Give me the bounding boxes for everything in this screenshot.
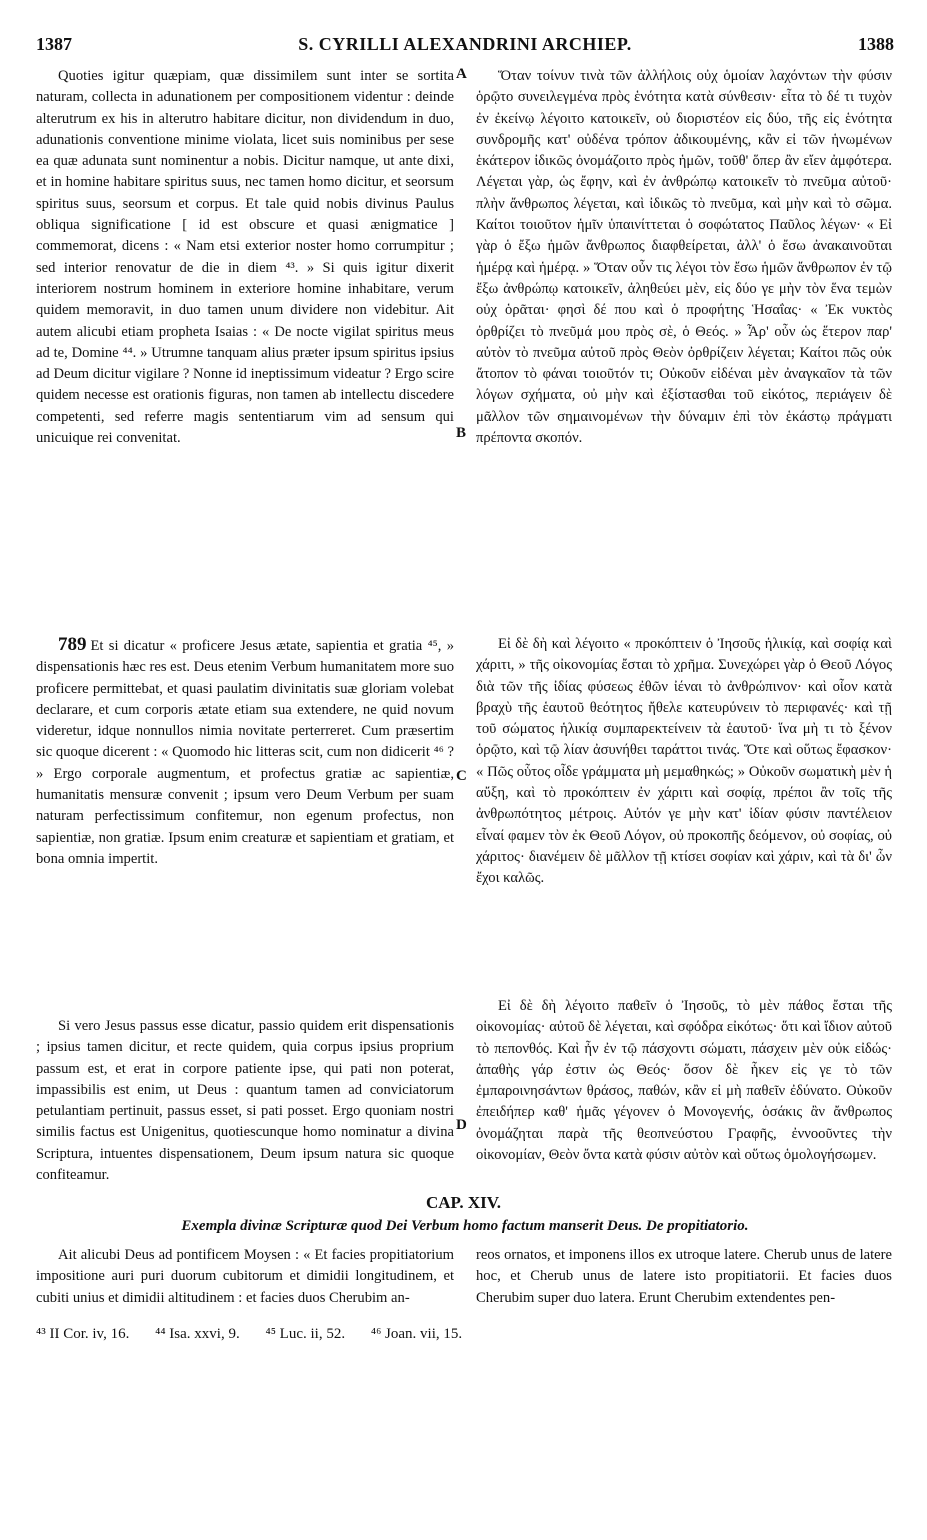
column-number: 789 [58, 634, 87, 655]
latin-paragraph [36, 634, 454, 870]
right-page-number: 1388 [858, 34, 894, 54]
chapter-text-left [36, 1245, 454, 1309]
footnotes [36, 1326, 894, 1343]
footnote: ⁴⁴ Isa. xxvi, 9. [155, 1326, 240, 1342]
greek-column-section-a [476, 66, 892, 449]
footnote: ⁴⁶ Joan. vii, 15. [370, 1326, 463, 1342]
side-mark-c: C [456, 768, 467, 784]
side-mark-d: D [456, 1117, 467, 1133]
latin-column-section-a [36, 66, 454, 449]
greek-paragraph: Ὅταν τοίνυν τινὰ τῶν ἀλλήλοις οὐχ ὁμοίαν λαχόντων τὴν φύσιν ὁρῷτο συνειλεγμένα πρὸς ἑνότητα κατὰ σύνθεσιν· εἶτα τὸ δέ τι τυχὸν ἐν ἐκείνῳ λέγοιτο κατοικεῖν, οὐ διοριστέον εἰς δύο, τῆς εἰς ἑνότητα συνδρομῆς κατ' οὐδένα τρόπον ἀδικουμένης, κἂν εἰ τῶν ἡνωμένων ἑκάτερον ἰδικῶς ὀνομάζοιτο πρὸς ἡμῶν, τοῦθ' ὅπερ ἂν εἴεν ἀμφότερα. Λέγεται γὰρ, ὡς ἔφην, καὶ ἐν ἀνθρώπῳ κατοικεῖν τὸ πνεῦμα αὐτοῦ· πλὴν ἄνθρωπος λέγεται, καὶ ἰδικῶς τὸ πνεῦμα, καὶ μὴν καὶ τὸ σῶμα. Καίτοι τοιοῦτον ἡμῖν ὑπαινίττεται ὁ σοφώτατος Παῦλος λέγων· « Εἰ γὰρ ὁ ἔξω ἡμῶν ἄνθρωπος διαφθείρεται, ἀλλ' ὁ ἔσω ἀνακαινοῦται ἡμέρᾳ καὶ ἡμέρᾳ. » Ὅταν οὖν τις λέγοι τὸν ἔσω ἡμῶν ἄνθρωπον ἐν τῷ ἔξω ἀνθρώπῳ κατοικεῖν, ἀληθεύει μὲν, εἰς δύο γε μὴν τὸν ἕνα τεμὼν οὐχ ὁρᾶται· φησὶ δέ που καὶ ὁ προφήτης Ἡσαΐας· « Ἐκ νυκτὸς ὀρθρίζει τὸ πνεῦμά μου πρὸς σὲ, ὁ Θεός. » Ἆρ' οὖν ὡς ἕτερον παρ' αὐτὸν τὸ πνεῦμα αὐτοῦ πρὸς Θεὸν ὀρθρίζειν λέγεται; Καίτοι πῶς οὐκ ἄτοπον τὸ φάναι τοιοῦτόν τι; Οὐκοῦν εἰδέναι μὲν ἀναγκαῖον τὰ τῶν λόγων σχήματα, οὐ μὴν καὶ ἐξίστασθαι τοῦ εἰκότος, περιάγειν δὲ μᾶλλον τῶν σημαινομένων τὴν δύναμιν ἐπὶ τὸν ἑκάστῳ πράγματι πρέποντα σκοπόν. [476, 68, 892, 447]
chapter-text-right [476, 1245, 892, 1309]
footnote: ⁴⁵ Luc. ii, 52. [265, 1326, 346, 1342]
greek-column-section-b [476, 634, 892, 890]
latin-paragraph: Ait alicubi Deus ad pontificem Moysen : « Et facies propitiatorium impositione auri puri duorum cubitorum et dimidii longitudinem, et cubiti unius et dimidii altitudinem : et facies duos Cherubim an- [36, 1247, 454, 1306]
side-mark-a: A [456, 66, 467, 82]
latin-paragraph: Quoties igitur quæpiam, quæ dissimilem sunt inter se sortita naturam, collecta in adunationem per compositionem videntur : deinde alterutrum ex his in alterutro habitare dicitur, non dividendum in duo, adunationis conventione minime violata, licet suis nominibus per sese ea quæ adunata sunt nominentur a nobis. Dicitur namque, ut ante dixi, et in homine habitare spiritus suus, nec tamen homo dicitur, et seorsum spiritus suus, seorsum et corpus. Et tale quid nobis divinus Paulus obliqua significatione [ id est obscure et quasi ænigmatice ] commemorat, dicens : « Nam etsi exterior noster homo corrumpitur ; sed interior renovatur de die in diem ⁴³. » Si quis igitur dixerit interiorem nostrum hominem in exteriore homine inhabitare, verum quidem memoravit, in duo tamen unum dividere non videbitur. Ait autem alicubi etiam propheta Isaias : « De nocte vigilat spiritus meus ad te, Domine ⁴⁴. » Utrumne tanquam alius præter ipsum spiritus ipsius ad Deum dicitur vigilare ? Nonne id ineptissimum videatur ? Ergo scire quidem necesse est orationis figuras, non tamen ab intellectu discedere competenti, sed referre magis sententiarum vim ad sensum qui unicuique rei convenitat. [36, 68, 454, 447]
latin-paragraph-text: Et si dicatur « proficere Jesus ætate, sapientia et gratia ⁴⁵, » dispensationis hæc res est. Deus etenim Verbum humanitatem more suo proficere permittebat, et quasi paulatim divinitatis suæ gloriam volebat declarare, et cum corporis ætate etiam sua extendere, ne quid novum videretur, idque nonnullos nimia novitate perterreret. Cum præsertim sic quoque dicerent : « Quomodo hic litteras scit, cum non didicerit ⁴⁶ ? » Ergo corporale augmentum, et profectus gratiæ ac sapientiæ, humanitatis mensuræ convenit ; ipsum vero Deum Verbum per suam naturam perfectissimum confitemur, non egenum profectus, non sapientiæ, non gratiæ. Ipsum enim creaturæ et sapientiam et gratiam, et bona omnia impertit. [36, 638, 455, 867]
latin-paragraph: reos ornatos, et imponens illos ex utroque latere. Cherub unus de latere hoc, et Cherub unus de latere isto propitiatorii. Et facies duos Cherubim super duo latera. Erunt Cherubim extendentes pen- [476, 1247, 892, 1306]
greek-paragraph: Εἰ δὲ δὴ λέγοιτο παθεῖν ὁ Ἰησοῦς, τὸ μὲν πάθος ἔσται τῆς οἰκονομίας· αὐτοῦ δὲ λέγεται, καὶ σφόδρα εἰκότως· ὅτι καὶ ἴδιον αὐτοῦ τὸ πεπονθός. Καὶ ἦν ἐν τῷ πάσχοντι σώματι, πάσχειν μὲν οὐκ εἰδώς· ἀπαθὴς γάρ ἐστιν ὡς Θεός· ὅσον δὲ ἧκεν εἰς γε τὸ τῶν ἐμπαροινησάντων θράσος, παθών, κἂν εἰ μὴ παθεῖν ἐδύνατο. Οὐκοῦν ἐπειδήπερ καθ' ἡμᾶς γέγονεν ὁ Μονογενής, ὁσάκις ἂν ἄνθρωπος ὀνομάζηται παρὰ τῆς θεοπνεύστου Γραφῆς, ἐννοοῦντες τὴν οἰκονομίαν, Θεὸν ὄντα κατὰ φύσιν αὐτὸν καὶ οὕτως ὁμολογήσωμεν. [476, 998, 892, 1164]
side-mark-b: B [456, 425, 467, 441]
latin-column-section-b [36, 634, 454, 870]
chapter-title: CAP. XIV. [425, 1193, 502, 1212]
running-header [36, 34, 894, 60]
latin-column-section-c [36, 1016, 454, 1186]
greek-column-section-c [476, 996, 892, 1166]
latin-paragraph: Si vero Jesus passus esse dicatur, passio quidem erit dispensationis ; ipsius tamen dicitur, et recte quidem, quia corpus ipsius proprium passum est, et erat in corpore patiente ipse, qui pati non poterat, impassibilis est enim, ut Deus : quantum tamen ad conviciatorum petulantiam pertinuit, passus esset, si pati posset. Ergo quoniam nostri similis factus est Unigenitus, quotiescunque homo nominatur a divina Scriptura, intuentes dispensationem, Deum ipsum natura sic quoque confiteamur. [36, 1018, 454, 1184]
footnote: ⁴³ II Cor. iv, 16. [36, 1326, 130, 1342]
greek-paragraph: Εἰ δὲ δὴ καὶ λέγοιτο « προκόπτειν ὁ Ἰησοῦς ἡλικίᾳ, καὶ σοφίᾳ καὶ χάριτι, » τῆς οἰκονομίας ἔσται τὸ χρῆμα. Συνεχώρει γὰρ ὁ Θεοῦ Λόγος διὰ τῶν τῆς ἰδίας φύσεως ἐθῶν ἰέναι τὸ ἀνθρώπινον· καὶ οἷον κατὰ βραχὺ τῆς ἑαυτοῦ θεότητος ἤθελε κατευρύνειν τὸ περιφανές· καὶ τῇ τοῦ σώματος ἡλικίᾳ συμπαρεκτείνειν τὰ ἑαυτοῦ· ἵνα μὴ τι τὸ ξένον ὁρῷτο, καὶ τῷ λίαν ἀσυνήθει ταράττοι τινάς. Ὅτε καὶ οὕτως ἔφασκον· « Πῶς οὗτος οἶδε γράμματα μὴ μεμαθηκώς; » Οὐκοῦν σωματικὴ μὲν ἡ αὔξη, καὶ τὸ προκόπτειν ἐν χάριτι καὶ σοφίᾳ, πρέποι ἂν τοῖς τῆς ἀνθρωπότητος μέτροις. Αὐτόν γε μὴν κατ' ἰδίαν φύσιν παντέλειον εἶναί φαμεν τὸν ἐκ Θεοῦ Λόγον, οὐ προκοπῆς δεόμενον, οὐ σοφίας, οὐ χάριτος· διανέμειν δὲ μᾶλλον τῇ κτίσει σοφίαν καὶ χάριν, καὶ τὰ δι' ὧν ἔχοι καλῶς. [476, 636, 892, 887]
left-page-number: 1387 [36, 34, 72, 54]
running-title: S. CYRILLI ALEXANDRINI ARCHIEP. [298, 34, 632, 54]
chapter-subtitle: Exempla divinæ Scripturæ quod Dei Verbum homo factum manserit Deus. De propitiatorio. [181, 1218, 749, 1234]
